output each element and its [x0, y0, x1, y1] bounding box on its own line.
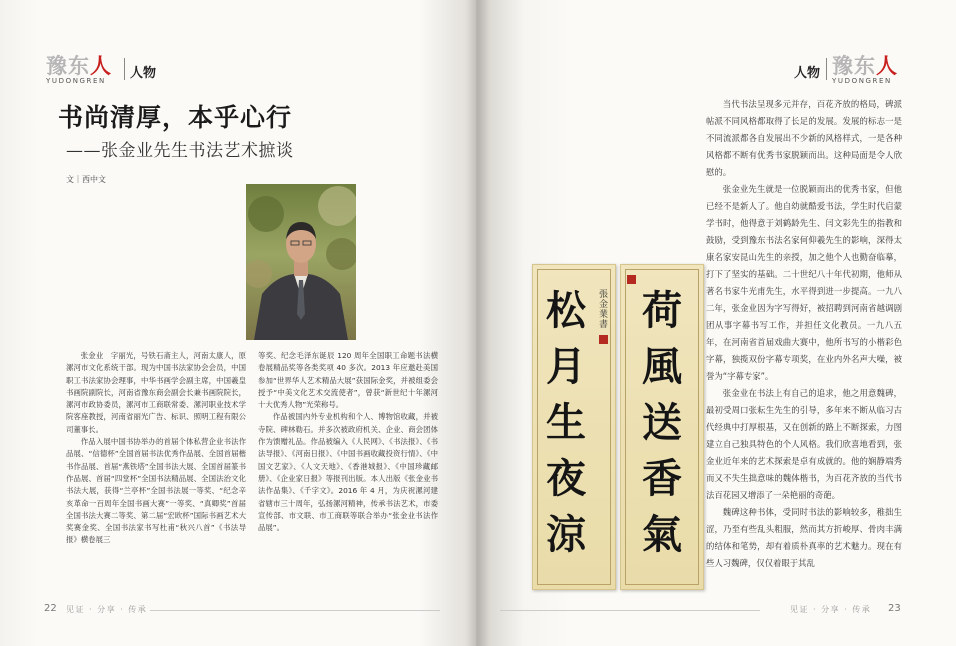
paragraph: 张金业 字丽光，号铁石斋主人，河南太康人，原漯河市文化系统干部。现为中国书法家协会会员，中国职工书法家协会理事，中华书画学会副主席，中国羲皇书画院副院长，河南省豫东商会副会长兼书画院院长，漯河市政协委员，漯河市工商联常委、漯河职业技术学院客座教授，河南省丽光广告、标识、照明工程有限公司董事长。 [66, 351, 246, 434]
logo-divider [124, 58, 125, 80]
paragraph: 张金业在书法上有自己的追求，他之用意魏碑，最初受周口张耘生先生的引导，多年来不断从临习古代经典中打厚根基，又在创新的路上不断探索，力图建立自己独具特色的个人风格。我们欣喜地看到，张金业近年来的艺术探索是卓有成就的。他的娴静端秀而又不失生拙意味的魏体楷书，为百花齐放的当代书法百花园又增添了一朵艳丽的奇葩。 [706, 388, 902, 500]
paragraph: 当代书法呈现多元并存，百花齐放的格局，碑派帖派不同风格都取得了长足的发展。发展的标志一是不同流派都各自发展出不少新的风格样式，一是各种风格都不断有优秀书家脱颖而出。这种局面是令人欣慰的。 [706, 99, 902, 177]
glyph: 荷 [642, 287, 682, 334]
left-page [0, 0, 476, 646]
inscription: 張金業書 [597, 289, 607, 329]
glyph: 松 [546, 287, 586, 334]
seal-stamp [599, 335, 608, 344]
glyph: 涼 [546, 511, 586, 558]
byline: 文｜西中文 [66, 175, 106, 184]
article-column-3 [706, 96, 902, 600]
brand-logo [832, 55, 898, 85]
book-spine-shadow [466, 0, 490, 646]
glyph: 氣 [642, 511, 682, 558]
paragraph: 作品被国内外专业机构和个人、博物馆收藏，并被寺院、碑林勒石。并多次被政府机关、企业、商会团体作为馈赠礼品。作品被编入《人民网》、《书法报》、《书法导报》、《河南日报》、《中国书画收藏投资行情》、《中国文艺家》、《人文天地》、《香港城报》、《中国珍藏邮册》、《企业家日报》等报刊出版。本人出版《张金业书法作品集》、《千字文》。2016 年 4 月，为庆祝漯河建省辖市三十周年，弘扬漯河精神，传承书法艺术，市委宣传部、市文联、市工商联等联合举办“张金业书法作品展”。 [258, 412, 438, 533]
paragraph: 魏碑这种书体，受同时书法的影响较多，稚拙生涩，乃至有些乱头粗服，然而其方折峻厚、骨肉丰满的结体和笔势，却有着质朴真率的艺术魅力。现在有些人习魏碑，仅仅着眼于其乱 [706, 507, 902, 568]
footer-rule-right [500, 610, 760, 611]
calligraphy-text-left [525, 283, 607, 563]
brand-cn-grey: 豫东 [46, 54, 90, 78]
brand-logo [46, 55, 112, 85]
article-title: 书尚清厚，本乎心行 [58, 103, 293, 132]
glyph: 香 [642, 455, 682, 502]
article-column-2 [258, 350, 438, 606]
footer-rule-left [150, 610, 440, 611]
section-tag: 人物 [794, 66, 821, 81]
article-subtitle: ——张金业先生书法艺术摭谈 [66, 141, 294, 161]
right-page [476, 0, 956, 646]
calligraphy-scroll-right [620, 264, 704, 590]
footer-slogan-right: 见证 · 分享 · 传承 [790, 605, 872, 614]
page-number-right: 23 [888, 603, 901, 614]
brand-cn-red: 人 [90, 54, 112, 78]
glyph: 月 [546, 343, 586, 390]
glyph: 夜 [546, 455, 586, 502]
brand-en: YUDONGREN [46, 77, 106, 85]
footer-slogan-left: 见证 · 分享 · 传承 [66, 605, 148, 614]
page-number-left: 22 [44, 603, 57, 614]
paragraph: 张金业先生就是一位脱颖而出的优秀书家，但他已经不是新人了。他自幼就酷爱书法，学生时代启蒙学书时，他得意于刘鹤龄先生、闫文彩先生的指教和鼓励，受到豫东书法名家何仰羲先生的影响，深得太康名家安昆山先生的亲授，加之他个人也勤奋临摹，打下了坚实的基础。二十世纪八十年代初期，他师从著名书家牛光甫先生，水平得到进一步提高。一九八二年，张金业因为字写得好，被招聘到河南省越调剧团从事字幕书写工作，并担任文化教员。一九八五年，在河南省首届戏曲大赛中，他所书写的小楷彩色字幕，独揽双份字幕专项奖，在业内外名声大噪，被誉为“字幕专家”。 [706, 184, 902, 381]
article-column-1 [66, 350, 246, 606]
brand-cn-grey: 豫东 [832, 54, 876, 78]
brand-cn-red: 人 [876, 54, 898, 78]
logo-divider [826, 58, 827, 80]
glyph: 生 [546, 399, 586, 446]
glyph: 送 [642, 399, 682, 446]
section-tag: 人物 [130, 66, 157, 81]
calligraphy-scroll-left [532, 264, 616, 590]
brand-en: YUDONGREN [832, 77, 892, 85]
paragraph: 作品入展中国书协举办的首届个体私营企业书法作品展、“信德杯”全国首届书法优秀作品展、全国首届楷书作品展、首届“燕铁塔”全国书法大展、全国首届篆书作品展、首届“四堂杯”全国书法精品展、全国法治文化书法大展，获得“兰亭杯”全国书法展一等奖、“纪念辛亥革命一百周年全国书画大赛”一等奖、“真卿奖”首届全国书法大赛二等奖、第二届“宏欧杯”国际书画艺术大奖赛金奖、全国书法家书写杜甫“秋兴八首”《书法导报》横卷展三 [66, 437, 246, 545]
author-portrait-photo [246, 184, 356, 340]
glyph: 風 [642, 343, 682, 390]
calligraphy-text-right [621, 283, 703, 563]
paragraph: 等奖、纪念毛泽东诞辰 120 周年全国职工命题书法横卷展精品奖等各类奖项 40 多次。2013 年应邀赴美国参加“世界华人艺术精品大展”获国际金奖，并被组委会授予“中美文化艺术交流使者”，曾获“新世纪十年漯河十大优秀人物”光荣称号。 [258, 351, 438, 410]
